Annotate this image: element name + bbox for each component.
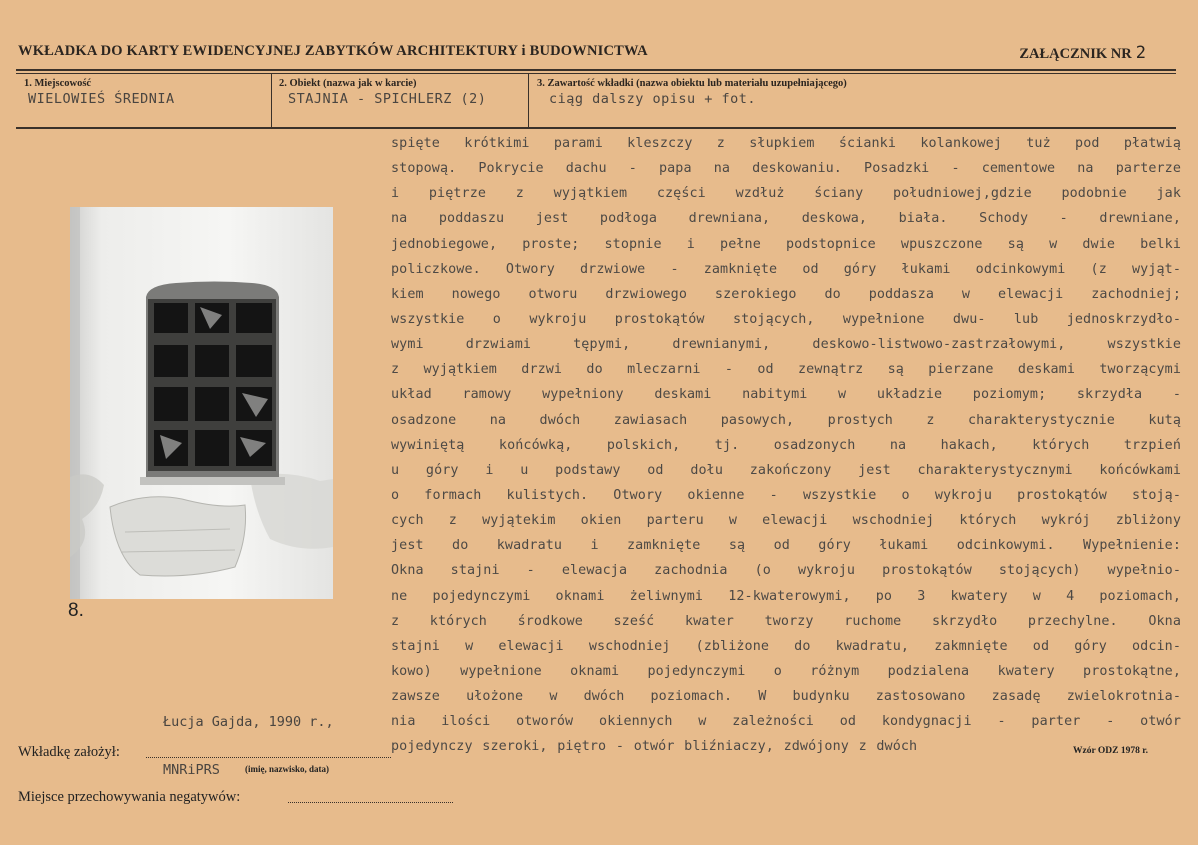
description-line: wywiniętą końcówką, polskich, tj. osadzonych na hakach, których trzpień [391, 437, 1181, 453]
author-label: Wkładkę założył: [18, 744, 120, 760]
field-divider-1 [271, 73, 272, 127]
negative-storage-label: Miejsce przechowywania negatywów: [18, 789, 241, 805]
description-line: Okna stajni - elewacja zachodnia (o wykroju prostokątów stojących) wypełnio- [391, 563, 1181, 579]
description-line: z których środkowe sześć kwater tworzy ruchome skrzydło przechylne. Okna [391, 613, 1181, 629]
description-line: jest do kwadratu i zamknięte są od góry łukami odcinkowymi. Wypełnienie: [391, 538, 1181, 554]
photo-number: 8. [68, 600, 84, 621]
header-rule-bottom [16, 127, 1176, 129]
description-line: cych z wyjątekim okien parteru w elewacji wschodniej których wykrój zbliżony [391, 513, 1181, 529]
annex-number: 2 [1135, 43, 1146, 63]
object-label: 2. Obiekt (nazwa jak w karcie) [279, 78, 417, 89]
header-rule-inner [16, 73, 1176, 74]
description-line: na poddaszu jest podłoga drewniana, deskowa, biała. Schody - drewniane, [391, 211, 1181, 227]
negative-storage-dotted-line [288, 802, 453, 803]
author-institution: MNRiPRS [163, 762, 220, 778]
header-rule-top [16, 69, 1176, 71]
description-line: osadzone na dwóch zawiasach pasowych, prostych z charakterystycznie kutą [391, 412, 1181, 428]
content-label: 3. Zawartość wkładki (nazwa obiektu lub materiału uzupełniającego) [537, 78, 847, 89]
description-line: ne pojedynczymi oknami żeliwnymi 12-kwaterowymi, po 3 kwatery w 4 poziomach, [391, 588, 1181, 604]
description-line: jednobiegowe, proste; stopnie i pełne podstopnice wpuszczone są w dwie belki [391, 236, 1181, 252]
description-line: kowo) wypełnione oknami pojedynczymi o różnym podzialena kwatery prostokątne, [391, 663, 1181, 679]
description-line: kiem nowego otworu drzwiowego szerokiego do poddasza w elewacji zachodniej; [391, 286, 1181, 302]
description-line: z wyjątkiem drzwi do mleczarni - od zewnątrz są pierzane deskami tworzącymi [391, 362, 1181, 378]
description-line: układ ramowy wypełniony deskami nabitymi w układzie poziomym; skrzydła - [391, 387, 1181, 403]
description-line: policzkowe. Otwory drzwiowe - zamknięte od góry łukami odcinkowymi (z wyjąt- [391, 261, 1181, 277]
description-line: wszystkie o wykroju prostokątów stojących, wypełnione dwu- lub jednoskrzydło- [391, 311, 1181, 327]
author-name-date: Łucja Gajda, 1990 r., [163, 714, 334, 730]
description-line: stopową. Pokrycie dachu - papa na deskowaniu. Posadzki - cementowe na parterze [391, 161, 1181, 177]
description-text [391, 131, 1181, 760]
object-value: STAJNIA - SPICHLERZ (2) [288, 91, 487, 107]
description-line: i piętrze z wyjątkiem części wzdłuż ściany południowej,gdzie podobnie jak [391, 186, 1181, 202]
field-divider-2 [528, 73, 529, 127]
annex-heading [1019, 43, 1146, 63]
sheet-title: WKŁADKA DO KARTY EWIDENCYJNEJ ZABYTKÓW ARCHITEKTURY i BUDOWNICTWA [18, 43, 648, 59]
description-line: stajni w elewacji wschodniej (zbliżone do kwadratu, zakmnięte od góry odcin- [391, 638, 1181, 654]
content-value: ciąg dalszy opisu + fot. [549, 91, 757, 107]
annex-label: ZAŁĄCZNIK NR [1019, 46, 1132, 62]
form-template-id: Wzór ODZ 1978 r. [1073, 746, 1148, 756]
description-line: nia ilości otworów okiennych w zależności od kondygnacji - parter - otwór [391, 714, 1181, 730]
description-line: spięte krótkimi parami kleszczy z słupkiem ścianki kolankowej tuż pod płatwią [391, 136, 1181, 151]
author-hint: (imię, nazwisko, data) [245, 764, 329, 774]
description-line: pojedynczy szeroki, piętro - otwór bliźniaczy, zdwójony z dwóch [391, 739, 918, 755]
author-dotted-line [146, 757, 391, 758]
description-line: u góry i u podstawy od dołu zakończony jest charakterystycznymi końcówkami [391, 462, 1181, 478]
description-line: wymi drzwiami tępymi, drewnianymi, deskowo-listwowo-zastrzałowymi, wszystkie [391, 337, 1181, 353]
window-photograph [70, 207, 333, 599]
locality-label: 1. Miejscowość [24, 78, 92, 89]
description-line: zawsze ułożone w dwóch poziomach. W budynku zastosowano zasadę zwielokrotnia- [391, 689, 1181, 705]
locality-value: WIELOWIEŚ ŚREDNIA [28, 91, 175, 107]
description-line: o formach kulistych. Otwory okienne - wszystkie o wykroju prostokątów stoją- [391, 487, 1181, 503]
